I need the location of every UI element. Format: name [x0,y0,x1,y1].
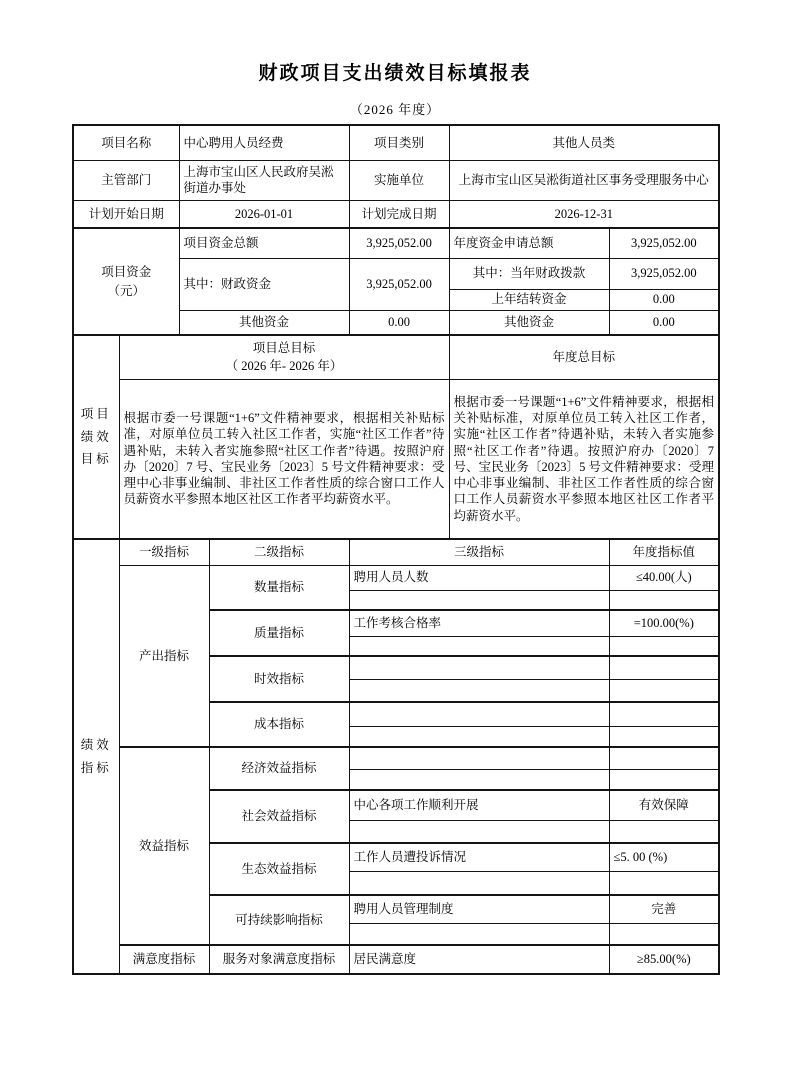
value-resident-satisfaction: ≥85.00(%) [609,945,719,974]
table-row [73,335,719,379]
value-cell-empty [609,769,719,790]
value-smooth-operation: 有效保障 [609,790,719,820]
value-cell-empty [609,923,719,945]
table-row [73,945,719,974]
funds-fiscal-label: 其中：财政资金 [179,258,349,310]
table-row [73,200,719,228]
funds-other-right-value: 0.00 [609,310,719,335]
start-date-label: 计划开始日期 [73,200,179,228]
table-row [73,160,719,200]
value-cell-empty [609,679,719,702]
funds-current-value: 3,925,052.00 [609,258,719,289]
project-type-label: 项目类别 [349,125,449,160]
header-level3: 三级指标 [349,539,609,565]
table-row [73,747,719,769]
value-complaints: ≤5. 00 (%) [609,843,719,871]
performance-form-table [72,124,720,975]
indicator-cell-empty [349,636,609,656]
funds-annual-label: 年度资金申请总额 [449,228,609,258]
value-cell-empty [609,747,719,769]
level1-benefit: 效益指标 [119,747,209,945]
funds-total-label: 项目资金总额 [179,228,349,258]
end-date-label: 计划完成日期 [349,200,449,228]
indicator-management-system: 聘用人员管理制度 [349,895,609,923]
funds-section-label-line2: （元） [107,283,146,298]
value-cell-empty [609,636,719,656]
unit-label: 实施单位 [349,160,449,200]
level2-social: 社会效益指标 [209,790,349,843]
end-date-value: 2026-12-31 [449,200,719,228]
annual-goal-text: 根据市委一号课题“1+6”文件精神要求，根据相关补贴标准，对原单位员工转入社区工作者，实施“社区工作者”待遇补贴，未转入者实施参照“社区工作者”待遇。按照沪府办〔2020〕7 号、宝民业务〔2023〕5 号文件精神要求：受理中心非事业编制、非社区工作者性质的综合窗口工作人员薪资水平参照本地区社区工作者平均薪资水平。 [449,379,719,539]
funds-annual-value: 3,925,052.00 [609,228,719,258]
value-cell-empty [609,820,719,843]
indicator-staff-count: 聘用人员人数 [349,565,609,590]
level2-sustainability: 可持续影响指标 [209,895,349,945]
funds-section-label-line1: 项目资金 [101,264,152,279]
funds-total-value: 3,925,052.00 [349,228,449,258]
funds-section-label [73,228,179,335]
funds-current-label: 其中：当年财政拨款 [449,258,609,289]
table-row [73,125,719,160]
overall-goal-header [119,335,449,379]
value-cell-empty [609,590,719,610]
perf-section-label-line1: 绩效 [80,738,112,752]
annual-goal-header: 年度总目标 [449,335,719,379]
table-row [73,565,719,590]
indicator-cell-empty [349,820,609,843]
header-level2: 二级指标 [209,539,349,565]
indicator-cell-empty [349,871,609,895]
start-date-value: 2026-01-01 [179,200,349,228]
perf-section-label-line2: 指标 [80,760,112,775]
value-management-system: 完善 [609,895,719,923]
value-cell-empty [609,702,719,726]
goal-section-label-line3: 目标 [80,452,112,467]
level2-quality: 质量指标 [209,610,349,656]
overall-goal-title: 项目总目标 [252,340,316,355]
table-row [73,228,719,258]
funds-fiscal-value: 3,925,052.00 [349,258,449,310]
indicator-cell-empty [349,702,609,726]
value-cell-empty [609,656,719,679]
project-type-value: 其他人员类 [449,125,719,160]
funds-other-right-label: 其他资金 [449,310,609,335]
indicator-cell-empty [349,923,609,945]
goal-section-label [73,335,119,539]
value-staff-count: ≤40.00(人) [609,565,719,590]
page-subtitle: （2026 年度） [349,102,441,117]
table-row [73,379,719,539]
indicator-smooth-operation: 中心各项工作顺利开展 [349,790,609,820]
level1-satisfaction: 满意度指标 [119,945,209,974]
funds-carryover-label: 上年结转资金 [449,289,609,310]
indicator-cell-empty [349,590,609,610]
perf-section-label [73,539,119,974]
indicator-resident-satisfaction: 居民满意度 [349,945,609,974]
table-row [73,539,719,565]
funds-other-left-value: 0.00 [349,310,449,335]
indicator-cell-empty [349,726,609,747]
level2-cost: 成本指标 [209,702,349,747]
funds-other-left-label: 其他资金 [179,310,349,335]
overall-goal-text: 根据市委一号课题“1+6”文件精神要求，根据相关补贴标准，对原单位员工转入社区工作者，实施“社区工作者”待遇补贴，未转入者实施参照“社区工作者”待遇。按照沪府办〔2020〕7 号、宝民业务〔2023〕5 号文件精神要求：受理中心非事业编制、非社区工作者性质的综合窗口工作人员薪资水平参照本地区社区工作者平均薪资水平。 [119,379,449,539]
unit-value: 上海市宝山区吴淞街道社区事务受理服务中心 [449,160,719,200]
indicator-cell-empty [349,747,609,769]
level2-ecological: 生态效益指标 [209,843,349,895]
level2-quantity: 数量指标 [209,565,349,610]
value-assessment-pass-rate: =100.00(%) [609,610,719,636]
level2-economic: 经济效益指标 [209,747,349,790]
overall-goal-range: （ 2026 年- 2026 年） [225,359,343,374]
indicator-complaints: 工作人员遭投诉情况 [349,843,609,871]
goal-section-label-line2: 绩效 [80,429,112,444]
level2-service-satisfaction: 服务对象满意度指标 [209,945,349,974]
funds-carryover-value: 0.00 [609,289,719,310]
page-title: 财政项目支出绩效目标填报表 [258,63,532,84]
value-cell-empty [609,726,719,747]
indicator-cell-empty [349,769,609,790]
dept-label: 主管部门 [73,160,179,200]
header-annual-value: 年度指标值 [609,539,719,565]
project-name-value: 中心聘用人员经费 [179,125,349,160]
indicator-cell-empty [349,656,609,679]
level2-timeliness: 时效指标 [209,656,349,702]
indicator-cell-empty [349,679,609,702]
level1-output: 产出指标 [119,565,209,747]
goal-section-label-line1: 项目 [80,407,112,422]
dept-value: 上海市宝山区人民政府吴淞街道办事处 [179,160,349,200]
value-cell-empty [609,871,719,895]
indicator-assessment-pass-rate: 工作考核合格率 [349,610,609,636]
project-name-label: 项目名称 [73,125,179,160]
header-level1: 一级指标 [119,539,209,565]
